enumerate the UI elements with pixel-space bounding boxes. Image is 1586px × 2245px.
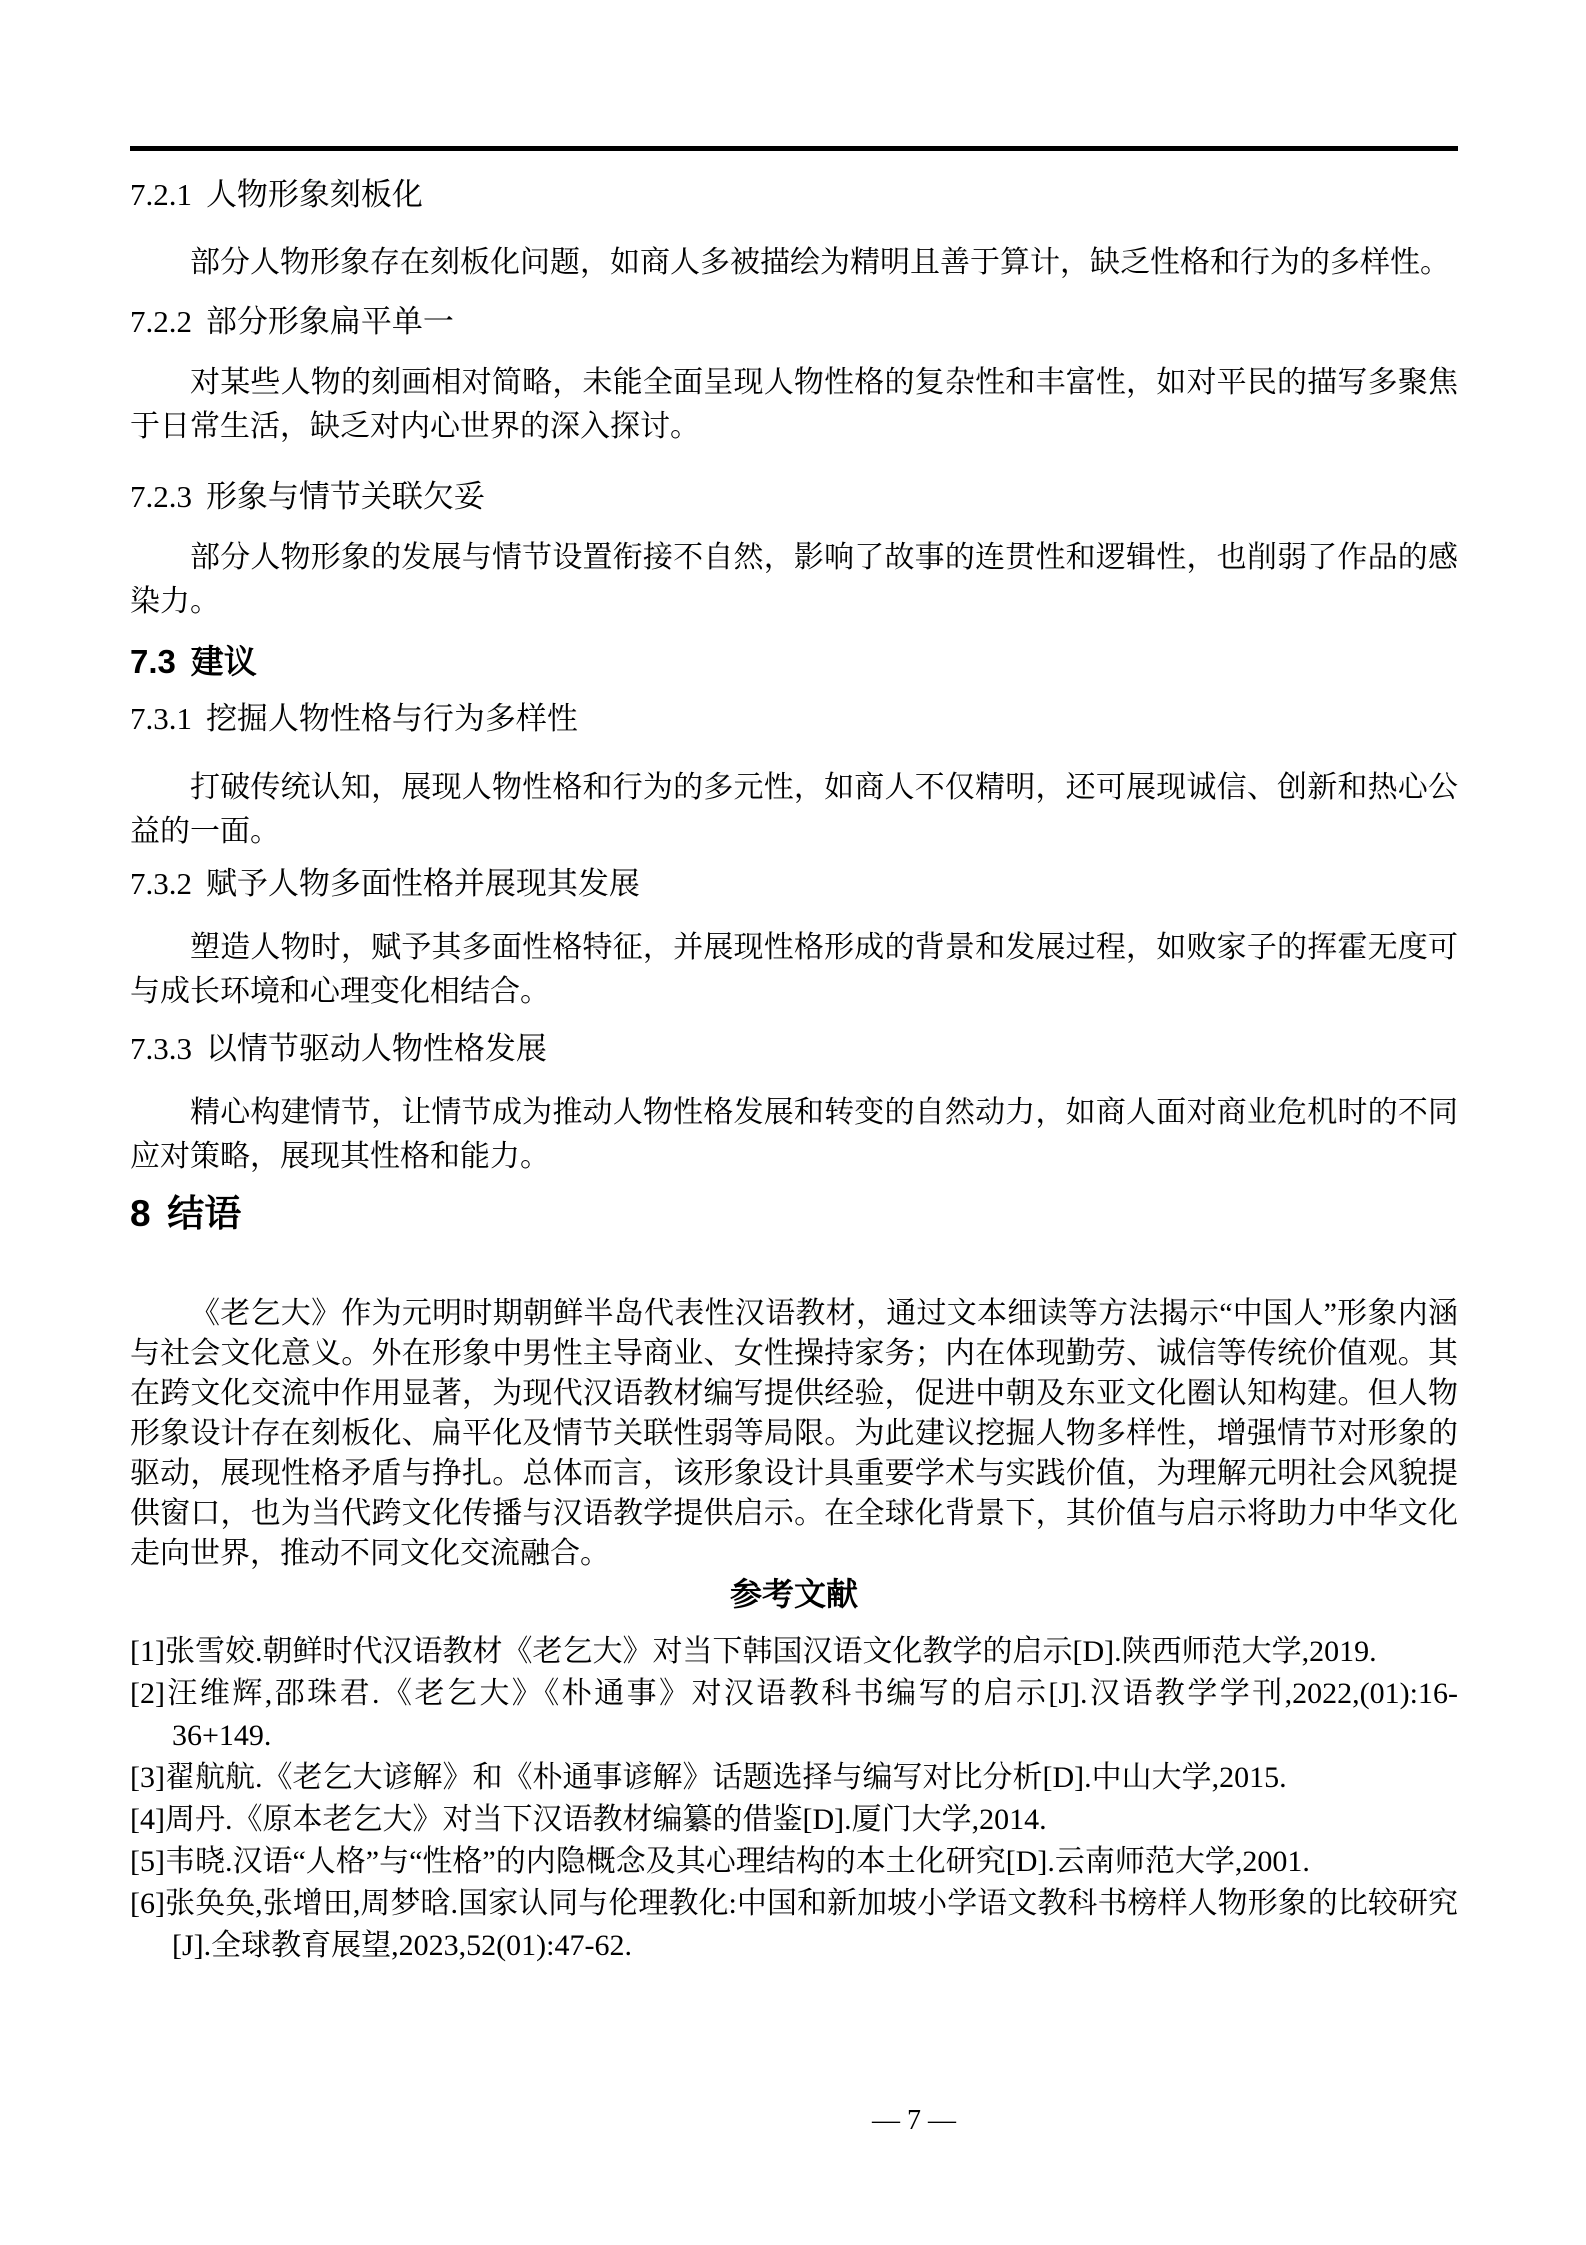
- section-heading-7-2-3: [130, 479, 1458, 515]
- section-number: 7.3: [130, 643, 176, 680]
- section-number: 7.3.2: [130, 866, 192, 901]
- references-heading: 参考文献: [729, 1576, 858, 1612]
- reference-item: [4]周丹.《原本老乞大》对当下汉语教材编纂的借鉴[D].厦门大学,2014.: [130, 1803, 1047, 1836]
- section-heading-7-3-2: [130, 866, 1458, 902]
- paragraph-7-2-3: 部分人物形象的发展与情节设置衔接不自然，影响了故事的连贯性和逻辑性，也削弱了作品的感染力。: [130, 541, 1458, 618]
- section-title: 人物形象刻板化: [205, 177, 423, 212]
- paragraph-7-2-1: 部分人物形象存在刻板化问题，如商人多被描绘为精明且善于算计，缺乏性格和行为的多样性。: [190, 246, 1450, 279]
- section-title: 形象与情节关联欠妥: [205, 479, 485, 514]
- paragraph-7-2-2: 对某些人物的刻画相对简略，未能全面呈现人物性格的复杂性和丰富性，如对平民的描写多聚焦于日常生活，缺乏对内心世界的深入探讨。: [130, 366, 1458, 443]
- reference-item: [2]汪维辉,邵珠君.《老乞大》《朴通事》对汉语教科书编写的启示[J].汉语教学学刊,2022,(01):16-36+149.: [130, 1677, 1458, 1752]
- header-rule: [130, 146, 1458, 151]
- page-number: — 7 —: [872, 2105, 956, 2136]
- section-title: 建议: [190, 643, 257, 680]
- section-number: 7.2.2: [130, 304, 192, 339]
- page-content: [130, 146, 1458, 1967]
- reference-item: [1]张雪姣.朝鲜时代汉语教材《老乞大》对当下韩国汉语文化教学的启示[D].陕西师范大学,2019.: [130, 1635, 1377, 1668]
- section-title: 以情节驱动人物性格发展: [205, 1031, 547, 1066]
- conclusion-paragraph: 《老乞大》作为元明时期朝鲜半岛代表性汉语教材，通过文本细读等方法揭示“中国人”形象内涵与社会文化意义。外在形象中男性主导商业、女性操持家务；内在体现勤劳、诚信等传统价值观。其在跨文化交流中作用显著，为现代汉语教材编写提供经验，促进中朝及东亚文化圈认知构建。但人物形象设计存在刻板化、扁平化及情节关联性弱等局限。为此建议挖掘人物多样性，增强情节对形象的驱动，展现性格矛盾与挣扎。总体而言，该形象设计具重要学术与实践价值，为理解元明社会风貌提供窗口，也为当代跨文化传播与汉语教学提供启示。在全球化背景下，其价值与启示将助力中华文化走向世界，推动不同文化交流融合。: [130, 1297, 1458, 1570]
- section-title: 部分形象扁平单一: [205, 304, 454, 339]
- reference-item: [5]韦晓.汉语“人格”与“性格”的内隐概念及其心理结构的本土化研究[D].云南师范大学,2001.: [130, 1845, 1310, 1878]
- section-heading-7-3-3: [130, 1031, 1458, 1067]
- paragraph-7-3-3: 精心构建情节，让情节成为推动人物性格发展和转变的自然动力，如商人面对商业危机时的不同应对策略，展现其性格和能力。: [130, 1096, 1458, 1173]
- section-heading-7-2-1: [130, 177, 1458, 213]
- references-list: [130, 1631, 1458, 1967]
- section-heading-7-3: [130, 641, 1458, 683]
- section-heading-7-3-1: [130, 701, 1458, 737]
- section-heading-8: [130, 1191, 1458, 1237]
- section-number: 7.3.1: [130, 701, 192, 736]
- reference-item: [6]张奂奂,张增田,周梦晗.国家认同与伦理教化:中国和新加坡小学语文教科书榜样人物形象的比较研究[J].全球教育展望,2023,52(01):47-62.: [130, 1887, 1458, 1962]
- section-number: 8: [130, 1193, 151, 1234]
- section-title: 挖掘人物性格与行为多样性: [205, 701, 578, 736]
- paragraph-7-3-2: 塑造人物时，赋予其多面性格特征，并展现性格形成的背景和发展过程，如败家子的挥霍无度可与成长环境和心理变化相结合。: [130, 931, 1458, 1008]
- paragraph-7-3-1: 打破传统认知，展现人物性格和行为的多元性，如商人不仅精明，还可展现诚信、创新和热心公益的一面。: [130, 771, 1458, 848]
- section-title: 结语: [167, 1193, 242, 1234]
- section-number: 7.2.3: [130, 479, 192, 514]
- reference-item: [3]翟航航.《老乞大谚解》和《朴通事谚解》话题选择与编写对比分析[D].中山大学,2015.: [130, 1761, 1287, 1794]
- section-number: 7.3.3: [130, 1031, 192, 1066]
- section-number: 7.2.1: [130, 177, 192, 212]
- section-title: 赋予人物多面性格并展现其发展: [205, 866, 640, 901]
- section-heading-7-2-2: [130, 304, 1458, 340]
